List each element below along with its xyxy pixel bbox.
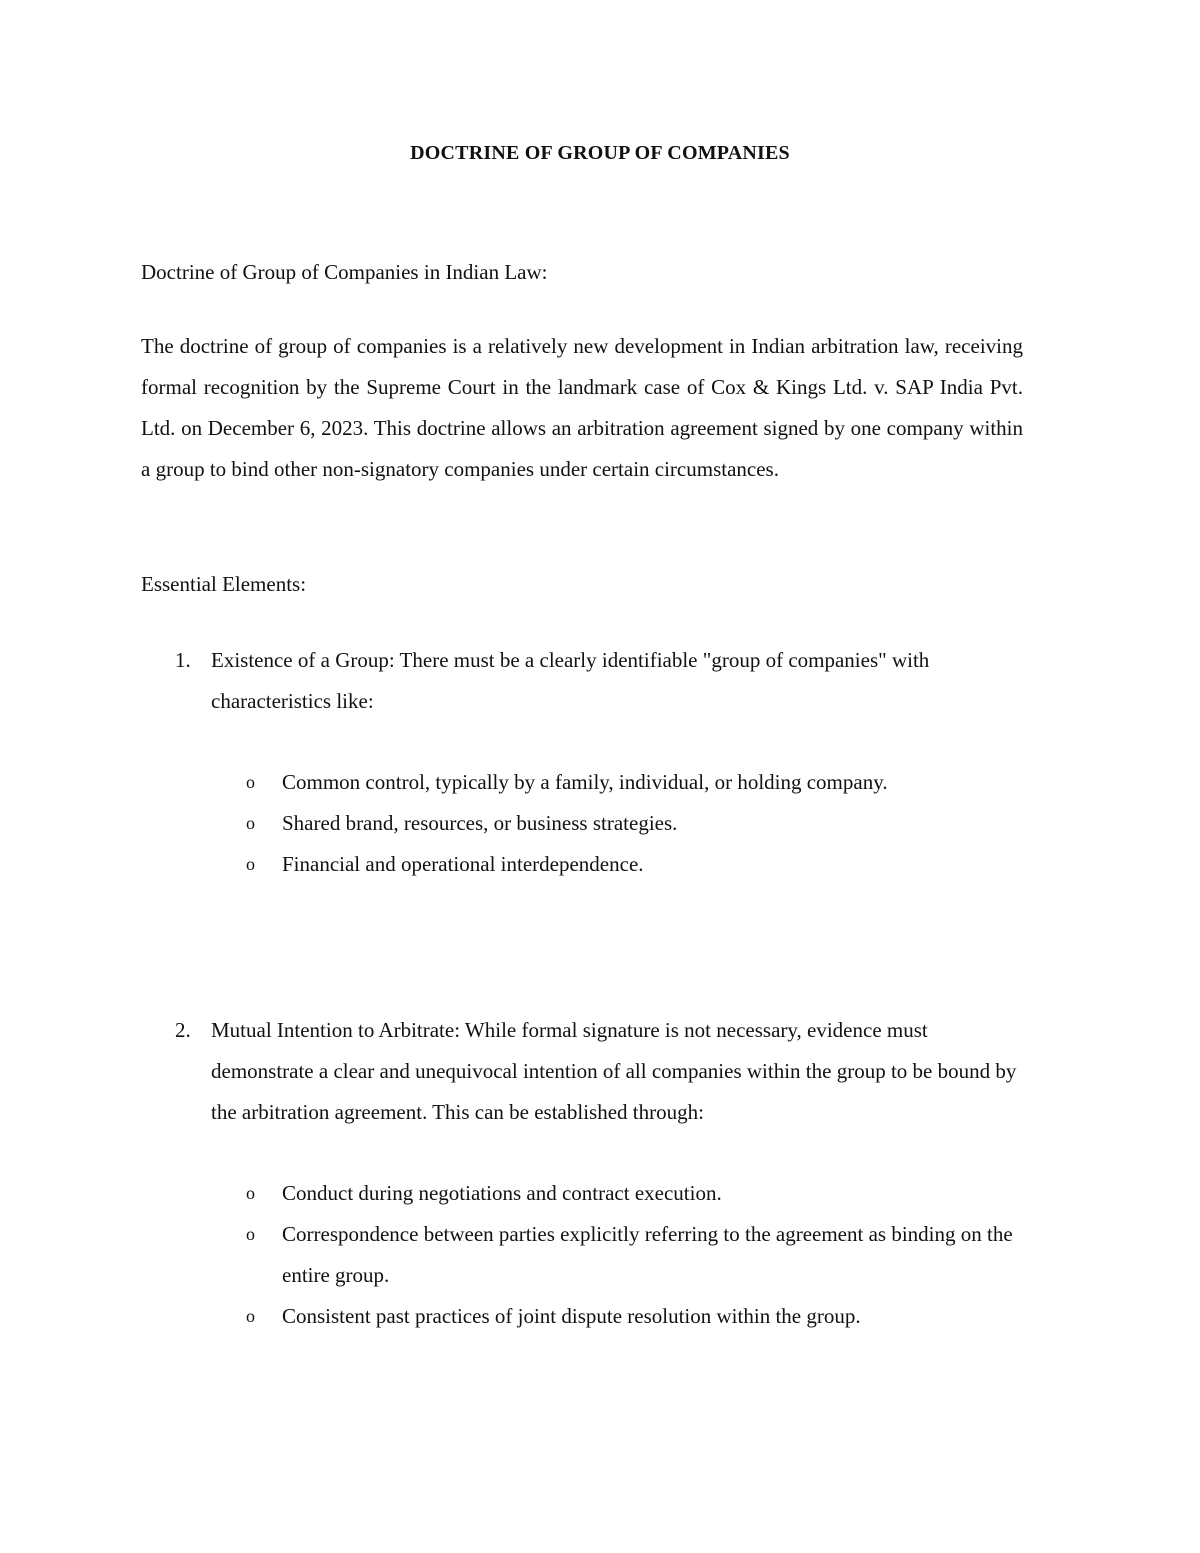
item-text: Mutual Intention to Arbitrate: While formal signature is not necessary, evidence must demonstrate a clear and unequivocal intention of all companies within the group to be bound by the arbitration agreement. This can be established through:	[211, 1018, 1017, 1124]
list-item	[246, 1173, 1022, 1214]
circle-bullet-icon: o	[246, 1183, 255, 1203]
circle-bullet-icon: o	[246, 1306, 255, 1326]
list-item	[246, 844, 1022, 885]
numbered-item-2	[175, 1010, 1031, 1133]
list-item	[246, 1214, 1022, 1296]
circle-bullet-icon: o	[246, 854, 255, 874]
sub-item-text: Correspondence between parties explicitly referring to the agreement as binding on the entire group.	[282, 1222, 1013, 1287]
intro-paragraph: The doctrine of group of companies is a relatively new development in Indian arbitration law, receiving formal recognition by the Supreme Court in the landmark case of Cox & Kings Ltd. v. SAP India Pvt. Ltd. on December 6, 2023. This doctrine allows an arbitration agreement signed by one company within a group to bind other non-signatory companies under certain circumstances.	[141, 334, 1023, 481]
sub-item-text: Consistent past practices of joint dispute resolution within the group.	[282, 1304, 861, 1328]
numbered-item-1	[175, 640, 1031, 722]
section-subheading: Doctrine of Group of Companies in Indian Law:	[141, 260, 548, 284]
list-item	[246, 1296, 1022, 1337]
sub-item-text: Common control, typically by a family, individual, or holding company.	[282, 770, 888, 794]
document-title: DOCTRINE OF GROUP OF COMPANIES	[410, 142, 790, 164]
circle-bullet-icon: o	[246, 1224, 255, 1244]
sub-item-text: Financial and operational interdependence.	[282, 852, 644, 876]
essential-elements-heading: Essential Elements:	[141, 572, 307, 596]
sub-item-text: Conduct during negotiations and contract execution.	[282, 1181, 722, 1205]
item-number: 1.	[175, 648, 191, 672]
item-number: 2.	[175, 1018, 191, 1042]
sub-list-1	[246, 762, 1022, 885]
list-item	[246, 762, 1022, 803]
sub-list-2	[246, 1173, 1022, 1337]
circle-bullet-icon: o	[246, 772, 255, 792]
circle-bullet-icon: o	[246, 813, 255, 833]
list-item	[246, 803, 1022, 844]
item-text: Existence of a Group: There must be a clearly identifiable "group of companies" with characteristics like:	[211, 648, 930, 713]
sub-item-text: Shared brand, resources, or business strategies.	[282, 811, 678, 835]
